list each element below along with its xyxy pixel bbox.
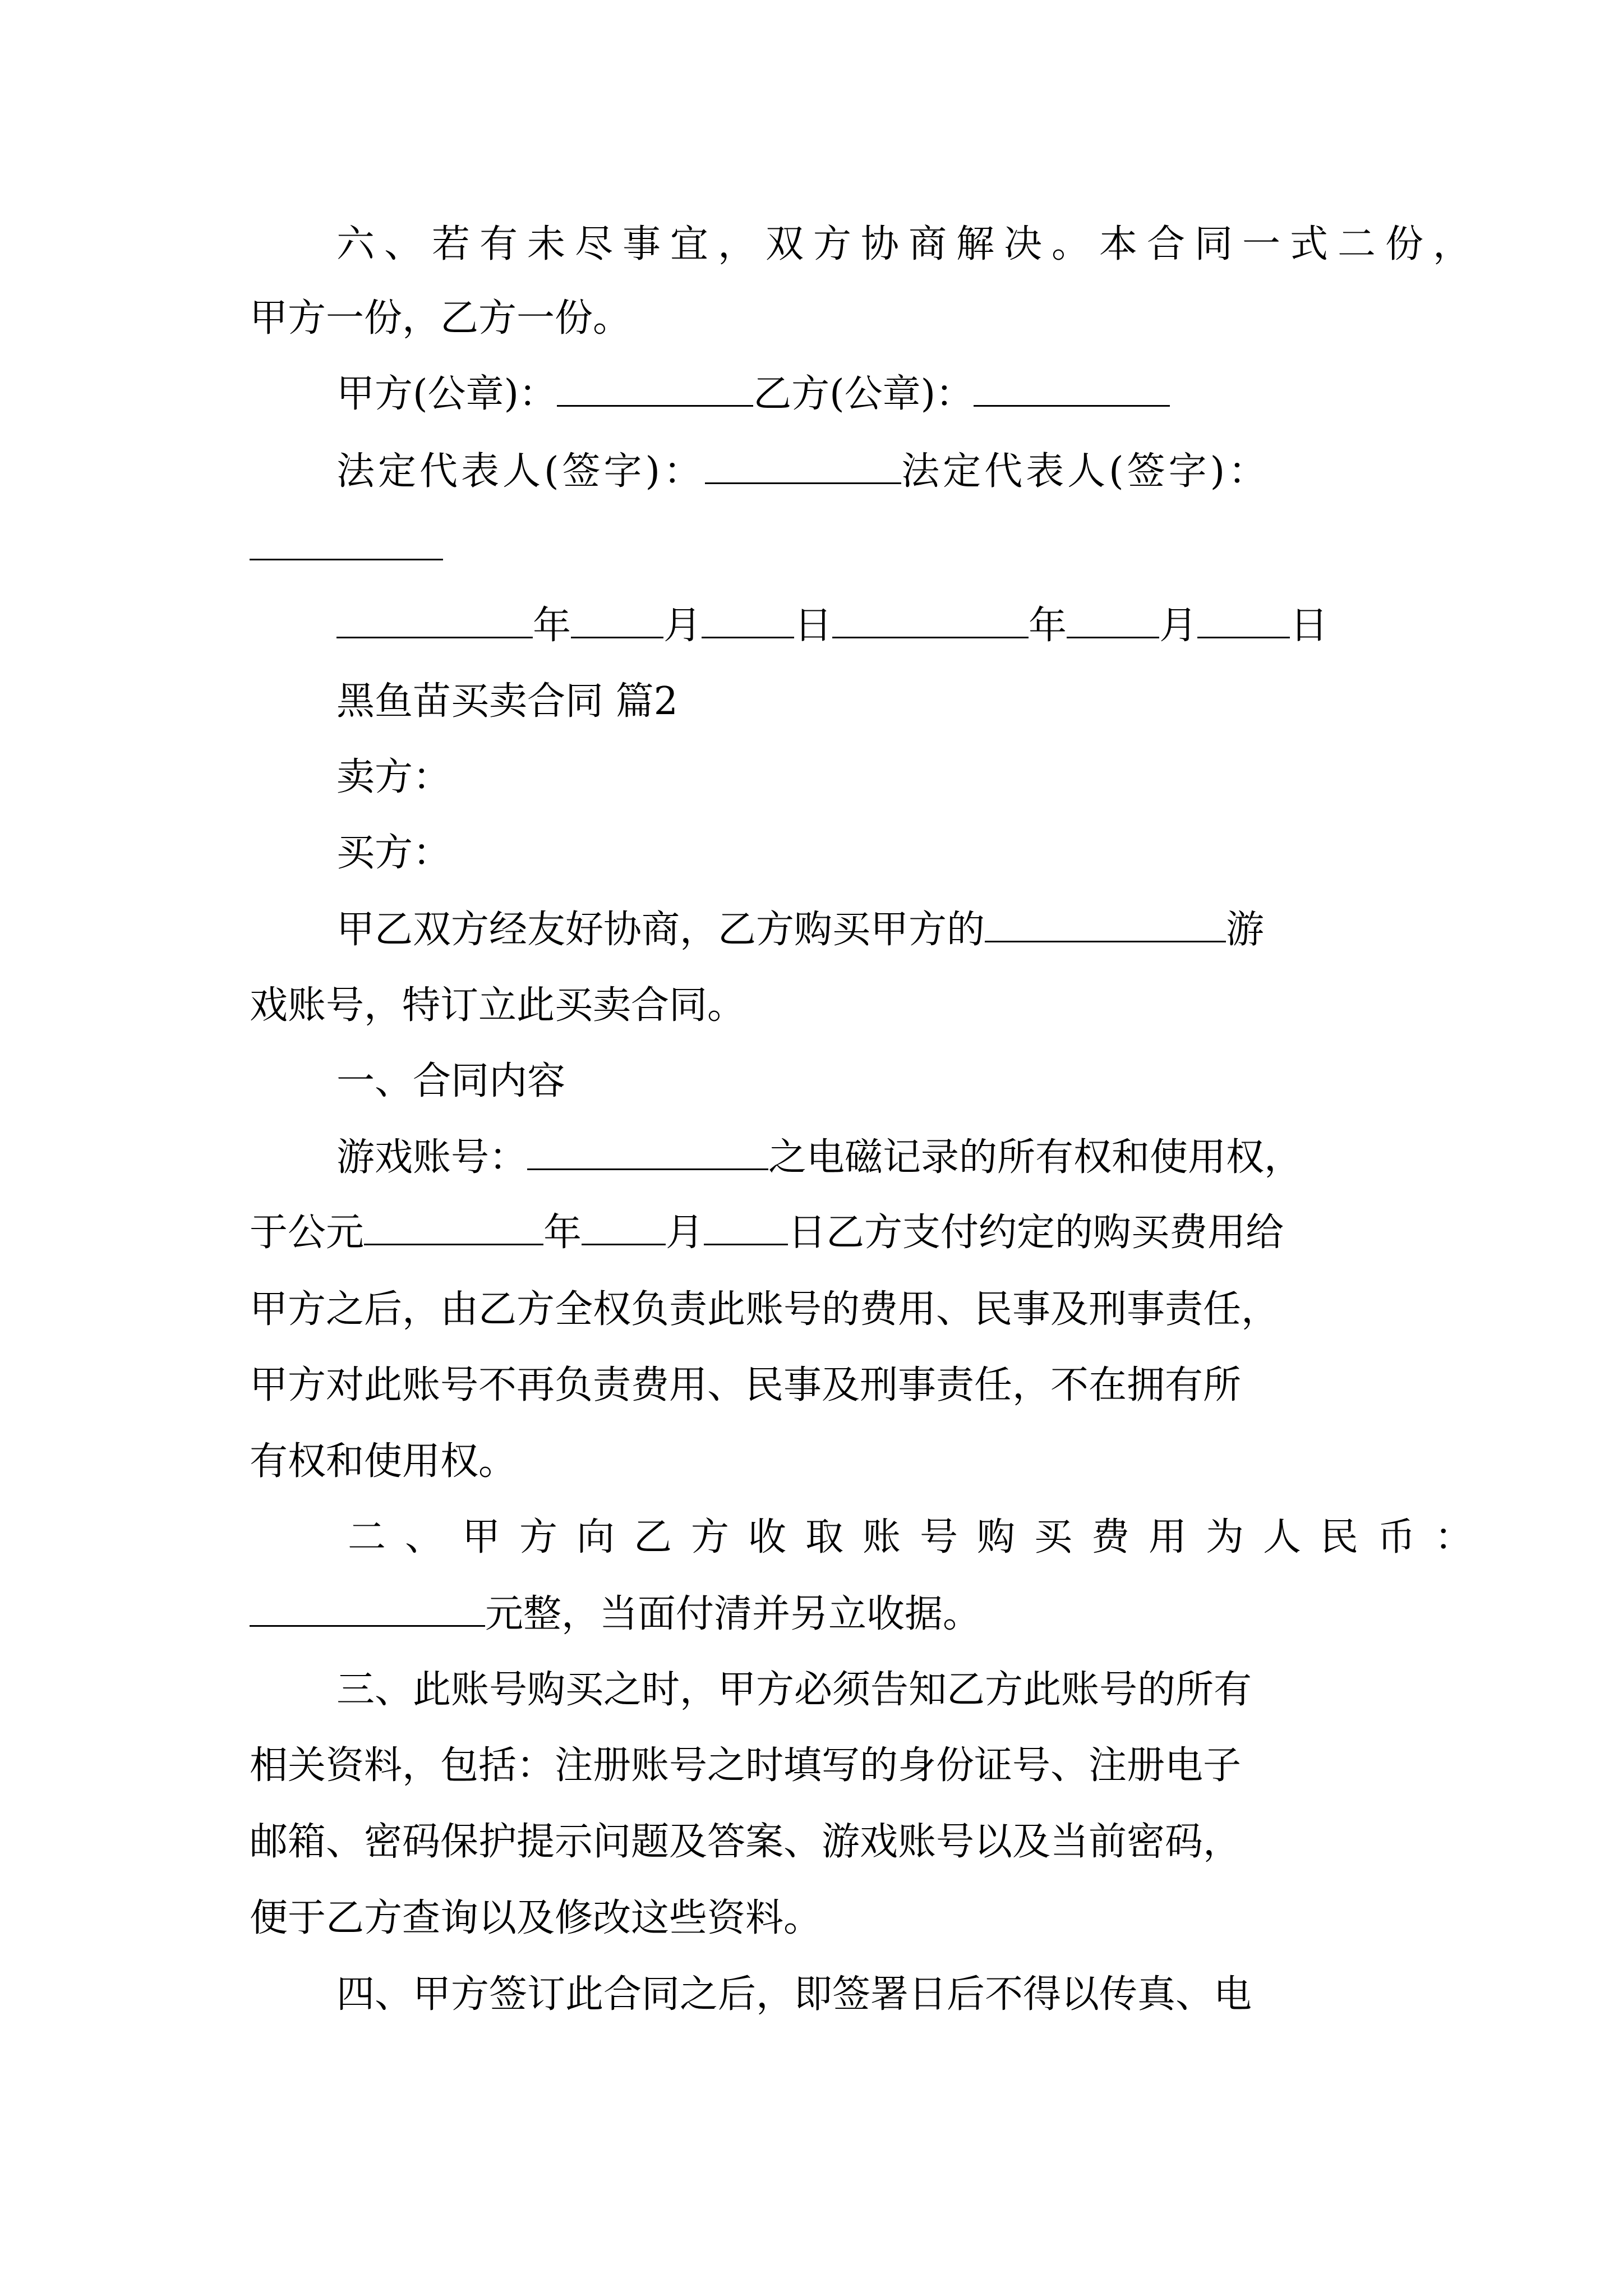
clause3-line4: 便于乙方查询以及修改这些资料。: [250, 1896, 822, 1940]
rep-b-label: 法定代表人(签字)：: [901, 449, 1270, 494]
clause1-l2-d: 日乙方支付约定的购买费用给: [788, 1211, 1284, 1255]
clause2-l1: 二、甲方向乙方收取账号购买费用为人民币：: [348, 1515, 1492, 1559]
clause1-month-blank: [582, 1211, 666, 1245]
clause4-line1: 四、甲方签订此合同之后，即签署日后不得以传真、电: [336, 1972, 1252, 2017]
rep-a-label: 法定代表人(签字)：: [336, 449, 706, 494]
intro-line1: [336, 903, 1264, 957]
clause3-line1: 三、此账号购买之时，甲方必须告知乙方此账号的所有: [336, 1668, 1252, 1712]
intro-game-blank: [985, 908, 1226, 942]
intro-line2: 戏账号，特订立此买卖合同。: [250, 983, 746, 1028]
party-b-seal-blank: [974, 372, 1170, 407]
party-a-seal-label: 甲方(公章)：: [336, 372, 557, 416]
party-a-seal-blank: [557, 372, 753, 407]
date-b-year-blank: [832, 604, 1029, 638]
clause1-line2: [250, 1206, 1284, 1260]
clause1-l2-a: 于公元: [250, 1211, 365, 1255]
clause1-l2-c: 月: [666, 1211, 704, 1255]
date-line: [336, 599, 1328, 653]
intro-part2: 游: [1226, 908, 1265, 952]
clause2-line2: [250, 1588, 981, 1641]
clause1-line5: 有权和使用权。: [250, 1439, 517, 1484]
date-a-month: 月: [663, 604, 702, 648]
clause3-line3: 邮箱、密码保护提示问题及答案、游戏账号以及当前密码，: [250, 1820, 1242, 1864]
rep-a-blank: [705, 450, 901, 484]
seal-line: [336, 367, 1170, 421]
clause1-year-blank: [364, 1211, 543, 1245]
clause3-line2: 相关资料，包括：注册账号之时填写的身份证号、注册电子: [250, 1743, 1242, 1788]
section2-title: 黑鱼苗买卖合同 篇2: [336, 679, 678, 724]
date-b-day: 日: [1290, 604, 1329, 648]
clause1-account-blank: [527, 1136, 768, 1170]
clause1-line3: 甲方之后，由乙方全权负责此账号的费用、民事及刑事责任，: [250, 1287, 1280, 1332]
date-b-month-blank: [1067, 604, 1159, 638]
para6-line1-text: 六、若有未尽事宜，双方协商解决。本合同一式二份，: [336, 222, 1481, 266]
party-b-seal-label: 乙方(公章)：: [753, 372, 974, 416]
clause2-line1: [348, 1511, 1492, 1565]
clause2-amount-blank: [250, 1593, 485, 1627]
date-b-year: 年: [1029, 604, 1067, 648]
representative-line: [336, 445, 1270, 499]
date-a-day: 日: [794, 604, 833, 648]
rep-b-blank: [250, 559, 443, 560]
clause1-line1: [336, 1131, 1302, 1185]
clause1-title: 一、合同内容: [336, 1059, 566, 1103]
seller-label: 卖方：: [336, 755, 451, 799]
intro-part1: 甲乙双方经友好协商，乙方购买甲方的: [336, 908, 985, 952]
clause1-day-blank: [704, 1211, 788, 1245]
date-b-month: 月: [1159, 604, 1198, 648]
date-a-day-blank: [702, 604, 794, 638]
para6-line1: [336, 218, 1481, 272]
date-a-year-blank: [336, 604, 533, 638]
date-a-year: 年: [533, 604, 571, 648]
clause1-l1-a: 游戏账号：: [336, 1135, 528, 1180]
clause1-l1-b: 之电磁记录的所有权和使用权，: [768, 1135, 1303, 1180]
para6-line2: 甲方一份，乙方一份。: [250, 296, 631, 341]
clause1-l2-b: 年: [543, 1211, 582, 1255]
date-b-day-blank: [1197, 604, 1290, 638]
clause1-line4: 甲方对此账号不再负责费用、民事及刑事责任，不在拥有所: [250, 1363, 1242, 1407]
date-a-month-blank: [571, 604, 663, 638]
buyer-label: 买方：: [336, 831, 451, 875]
clause2-l2: 元整，当面付清并另立收据。: [485, 1592, 981, 1636]
